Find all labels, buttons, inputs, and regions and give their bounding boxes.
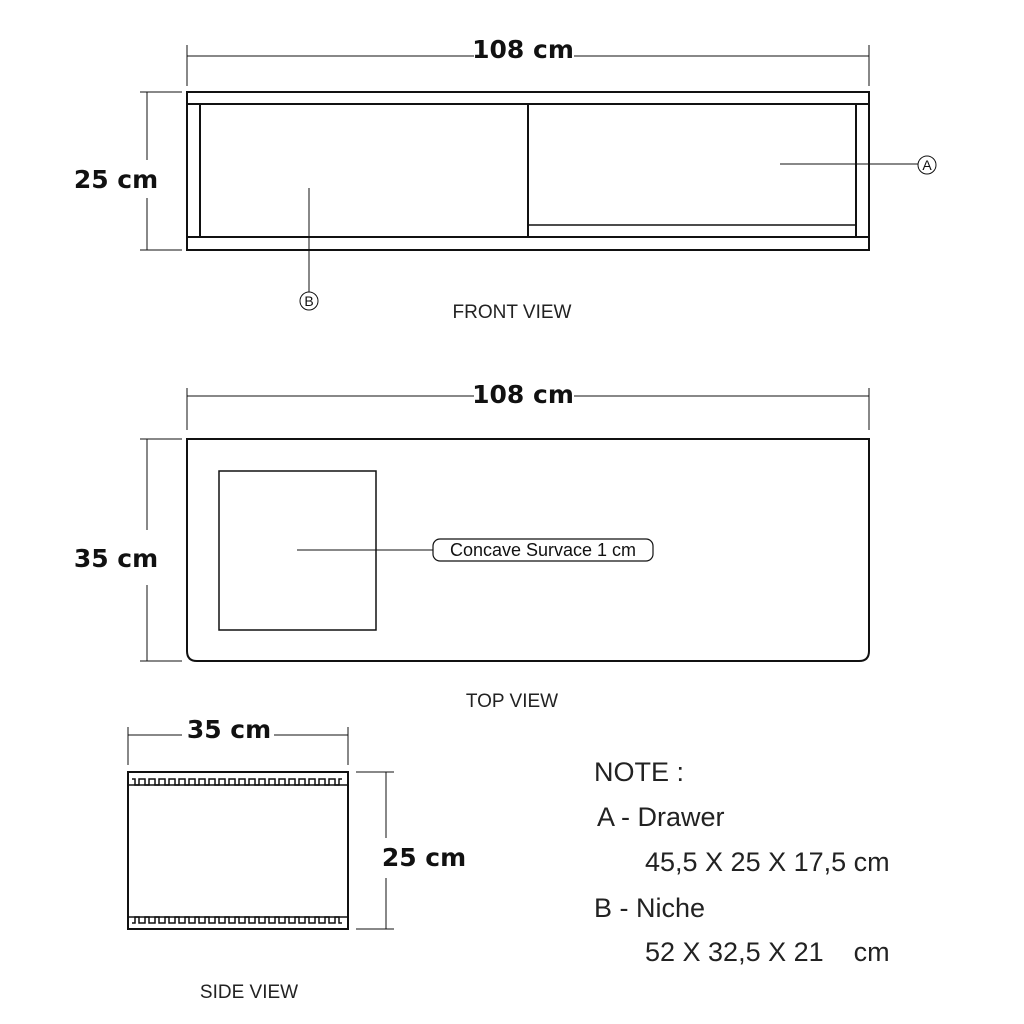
side-width-label: 35 cm <box>186 715 272 744</box>
top-width-dimension <box>187 380 869 430</box>
note-a-size: 45,5 X 25 X 17,5 cm <box>645 847 890 877</box>
side-bottom-joint <box>132 917 342 923</box>
top-depth-label: 35 cm <box>73 544 159 573</box>
side-width-dimension <box>128 715 348 765</box>
side-outline <box>128 772 348 929</box>
notes <box>594 757 890 967</box>
front-height-label: 25 cm <box>73 165 159 194</box>
concave-callout-label: Concave Survace 1 cm <box>449 540 637 560</box>
front-view-caption: FRONT VIEW <box>452 302 572 323</box>
side-view-caption: SIDE VIEW <box>199 982 299 1003</box>
top-view-caption: TOP VIEW <box>465 691 559 712</box>
note-a-label: A - Drawer <box>597 802 725 832</box>
note-b-size: 52 X 32,5 X 21 cm <box>645 937 890 967</box>
side-height-dimension <box>356 772 466 929</box>
front-width-label: 108 cm <box>472 35 574 64</box>
side-top-joint <box>132 779 342 785</box>
marker-b: B <box>304 293 314 309</box>
side-view <box>128 715 466 1003</box>
note-b-label: B - Niche <box>594 893 706 923</box>
notes-heading: NOTE : <box>594 757 685 787</box>
marker-a-callout <box>780 156 936 174</box>
front-height-dimension <box>74 92 182 250</box>
front-view <box>74 35 936 323</box>
top-depth-dimension <box>74 439 182 661</box>
side-height-label: 25 cm <box>381 843 467 872</box>
front-width-dimension <box>187 35 869 86</box>
front-cabinet <box>187 92 869 250</box>
top-width-label: 108 cm <box>472 380 574 409</box>
concave-callout <box>297 539 653 561</box>
top-view <box>74 380 869 712</box>
marker-a: A <box>922 157 932 173</box>
